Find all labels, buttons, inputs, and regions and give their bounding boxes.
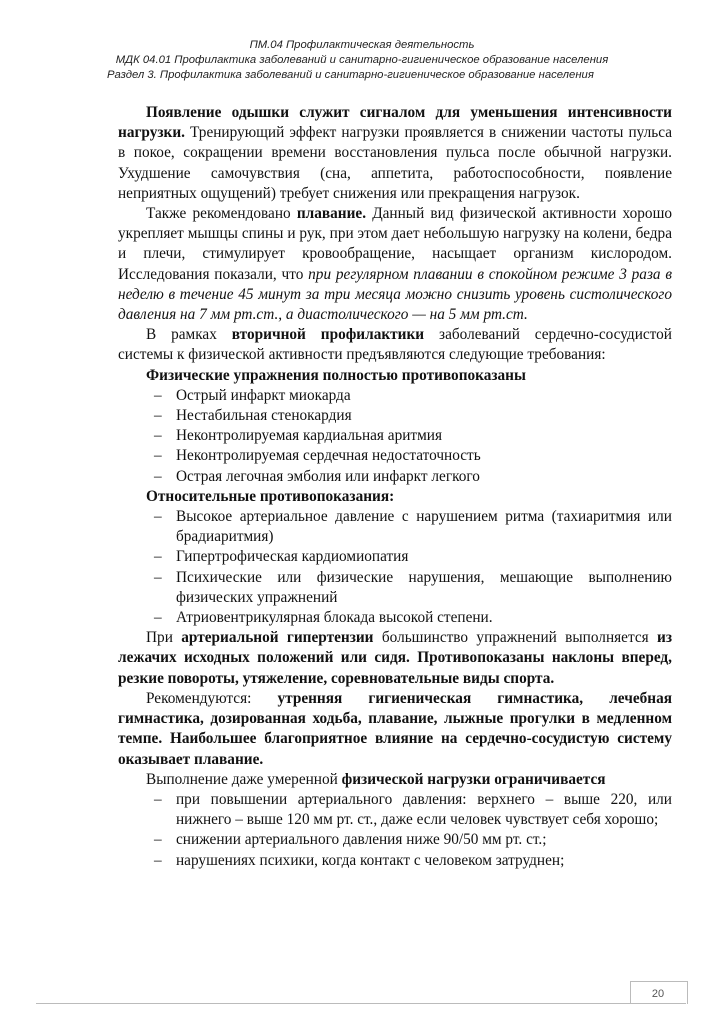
swimming-text2: Данный вид физической активности хорошо укрепляет мышцы спины и рук, при этом дает небольшую нагрузку на колени, бедра и плечи, стимулирует кровообращение, насыщает организм кислородом. Исследования показали, что <box>118 205 672 283</box>
swimming-text1: Также рекомендовано <box>146 205 297 223</box>
secondary-text2: заболеваний сердечно-сосудистой системы к физической активности предъявляются следующие требования: <box>118 326 672 364</box>
recommended-bold: утренняя гигиеническая гимнастика, лечебная гимнастика, дозированная ходьба, плавание, лыжные прогулки в медленном темпе. Наибольшее благоприятное влияние на сердечно-сосудистую систему оказывает плавание. <box>118 689 672 768</box>
hypertension-bold2: из лежачих исходных положений или сидя. Противопоказаны наклоны вперед, резкие повороты, утяжеление, соревновательные виды спорта. <box>118 629 672 687</box>
secondary-bold: вторичной профилактики <box>231 326 425 344</box>
list-item: – Неконтролируемая кардиальная аритмия <box>176 426 672 446</box>
list-item: – при повышении артериального давления: верхнего – выше 220, или нижнего – выше 120 мм рт. ст., даже если человек чувствует себя хорошо; <box>176 790 672 830</box>
header-module: ПМ.04 Профилактическая деятельность <box>249 39 475 51</box>
relative-contraindications-list <box>118 507 672 628</box>
relative-contraindications-heading: Относительные противопоказания: <box>146 487 395 505</box>
page-header <box>0 38 724 83</box>
list-item: – Психические или физические нарушения, мешающие выполнению физических упражнений <box>176 568 672 608</box>
list-item: – нарушениях психики, когда контакт с человеком затруднен; <box>176 851 672 871</box>
document-body <box>118 103 672 871</box>
page-number: 20 <box>651 988 665 1000</box>
paragraph-recommended <box>118 689 672 770</box>
secondary-text1: В рамках <box>146 326 232 344</box>
list-item: – Неконтролируемая сердечная недостаточность <box>176 446 672 466</box>
swimming-italic: при регулярном плавании в спокойном режиме 3 раза в неделю в течение 45 минут за три месяца можно снизить уровень систолического давления на 7 мм рт.ст., а диастолического — на 5 мм рт.ст. <box>118 265 672 324</box>
hypertension-bold1: артериальной гипертензии <box>181 629 374 647</box>
dyspnea-text: Тренирующий эффект нагрузки проявляется в снижении частоты пульса в покое, сокращении времени восстановления пульса после обычной нагрузки. Ухудшение самочувствия (сна, аппетита, работоспособности, появление неприятных ощущений) требует снижения или прекращения нагрузок. <box>118 124 672 202</box>
list-item: – Высокое артериальное давление с нарушением ритма (тахиаритмия или брадиаритмия) <box>176 507 672 547</box>
paragraph-limits <box>118 770 672 790</box>
dyspnea-bold: Появление одышки служит сигналом для уменьшения интенсивности нагрузки. <box>118 104 672 142</box>
paragraph-secondary-prevention <box>118 325 672 365</box>
absolute-contraindications-heading: Физические упражнения полностью противопоказаны <box>146 366 526 384</box>
hypertension-text2: большинство упражнений выполняется <box>373 629 658 647</box>
list-item: – Атриовентрикулярная блокада высокой степени. <box>176 608 672 628</box>
list-item: – Гипертрофическая кардиомиопатия <box>176 547 672 567</box>
list-item: – Нестабильная стенокардия <box>176 406 672 426</box>
list-item: – Острый инфаркт миокарда <box>176 386 672 406</box>
recommended-text1: Рекомендуются: <box>146 689 278 707</box>
header-course: МДК 04.01 Профилактика заболеваний и санитарно-гигиеническое образование населения <box>115 54 609 66</box>
header-section: Раздел 3. Профилактика заболеваний и санитарно-гигиеническое образование населения <box>107 69 594 81</box>
footer-divider <box>36 1003 686 1004</box>
limits-list <box>118 790 672 871</box>
list-item: – Острая легочная эмболия или инфаркт легкого <box>176 467 672 487</box>
paragraph-dyspnea <box>118 103 672 204</box>
hypertension-text1: При <box>146 629 182 647</box>
limits-bold: физической нагрузки ограничивается <box>341 770 606 788</box>
list-item: – снижении артериального давления ниже 90/50 мм рт. ст.; <box>176 830 672 850</box>
swimming-bold: плавание. <box>296 205 367 223</box>
limits-text1: Выполнение даже умеренной <box>146 770 342 788</box>
paragraph-swimming <box>118 204 672 325</box>
paragraph-hypertension <box>118 628 672 689</box>
absolute-contraindications-list <box>118 386 672 487</box>
